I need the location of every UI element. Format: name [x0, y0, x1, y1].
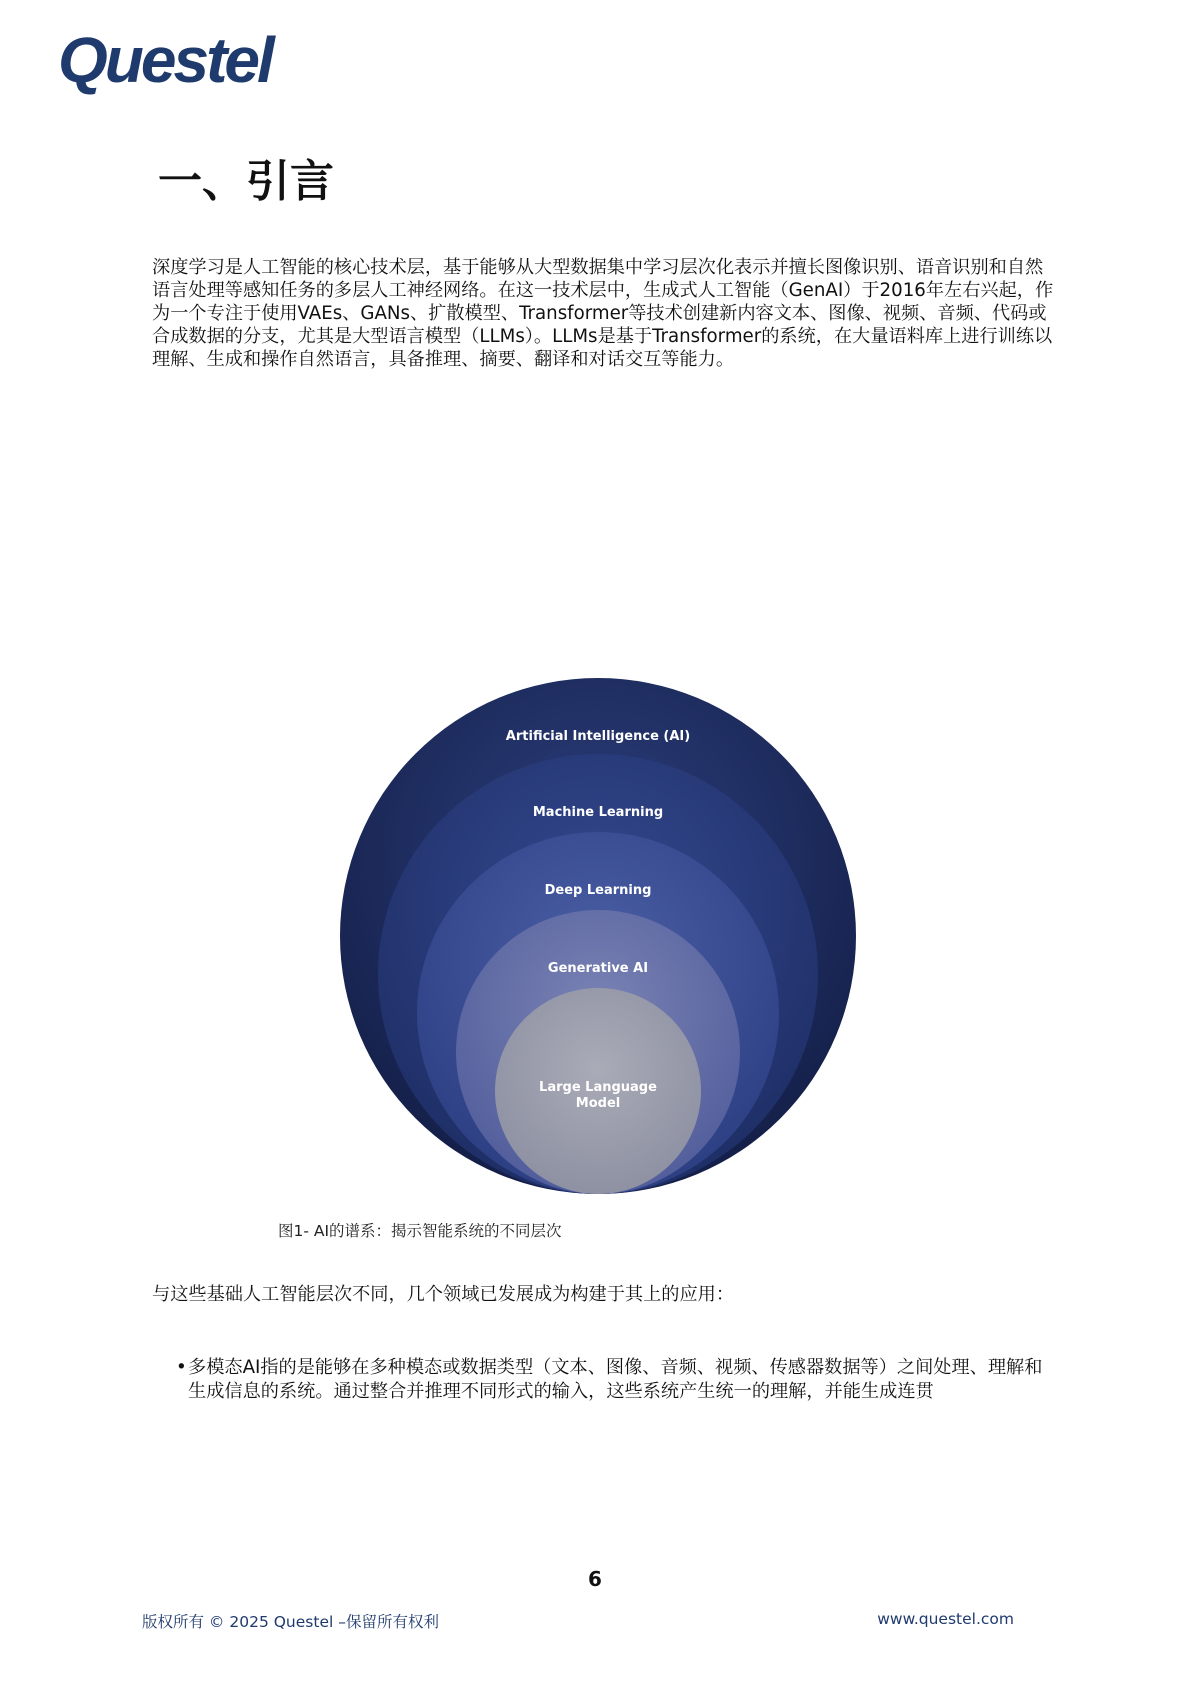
bullet-text: 多模态AI指的是能够在多种模态或数据类型（文本、图像、音频、视频、传感器数据等）之间处理、理解和生成信息的系统。通过整合并推理不同形式的输入，这些系统产生统一的理解，并能生成连贯 [188, 1357, 1043, 1402]
footer-website-link[interactable]: www.questel.com [877, 1610, 1014, 1628]
intro-paragraph: 深度学习是人工智能的核心技术层，基于能够从大型数据集中学习层次化表示并擅长图像识别、语音识别和自然语言处理等感知任务的多层人工神经网络。在这一技术层中，生成式人工智能（GenAI）于2016年左右兴起，作为一个专注于使用VAEs、GANs、扩散模型、Transformer等技术创建新内容文本、图像、视频、音频、代码或合成数据的分支，尤其是大型语言模型（LLMs）。LLMs是基于Transformer的系统，在大量语料库上进行训练以理解、生成和操作自然语言，具备推理、摘要、翻译和对话交互等能力。 [152, 257, 1054, 370]
ai-hierarchy-diagram [338, 676, 858, 1196]
questel-logo: Questel [58, 24, 272, 96]
list-item [176, 1356, 1058, 1403]
label-ai: Artificial Intelligence (AI) [505, 729, 691, 744]
lead-text: 与这些基础人工智能层次不同，几个领域已发展成为构建于其上的应用： [152, 1284, 735, 1305]
label-genai: Generative AI [547, 961, 649, 976]
footer-copyright: 版权所有 © 2025 Questel –保留所有权利 [142, 1613, 439, 1631]
label-dl: Deep Learning [544, 883, 652, 898]
figure-caption: 图1- AI的谱系：揭示智能系统的不同层次 [278, 1222, 562, 1240]
label-llm-line2: Model [575, 1096, 621, 1111]
label-ml: Machine Learning [532, 805, 664, 820]
section-title: 一、引言 [158, 156, 334, 207]
label-llm-line1: Large Language [539, 1080, 657, 1095]
bullet-marker: • [176, 1357, 187, 1378]
page-number: 6 [588, 1567, 602, 1591]
